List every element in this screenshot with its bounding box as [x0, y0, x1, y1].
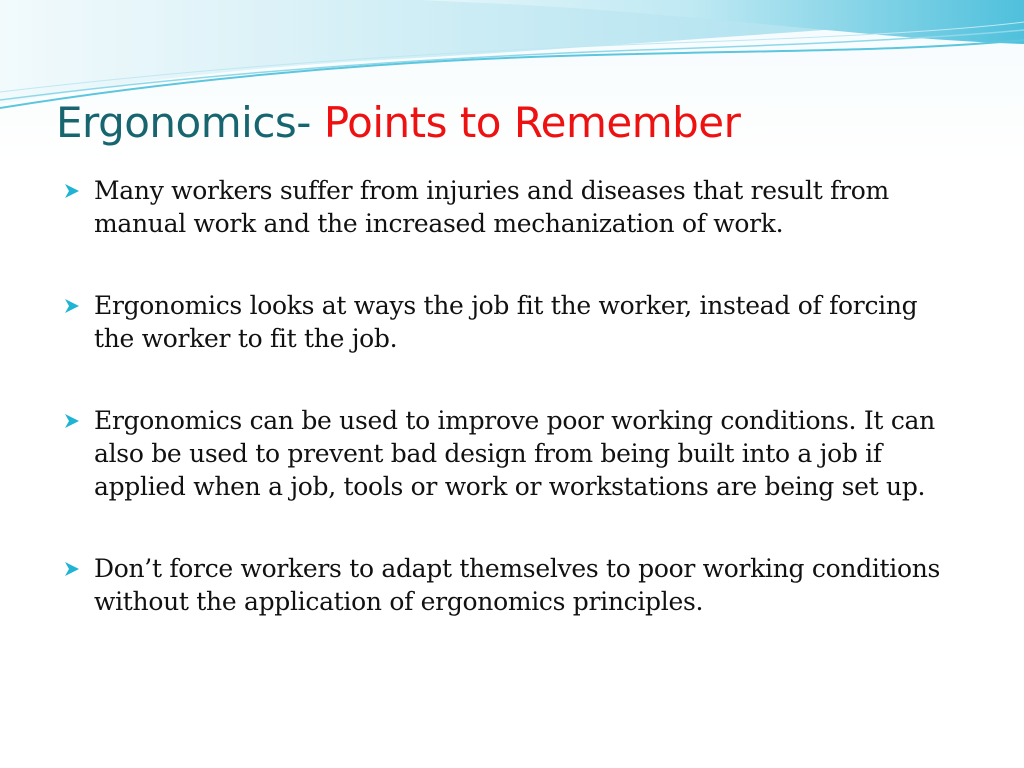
bullet-item: [64, 289, 964, 355]
slide-title-main: Ergonomics-: [56, 98, 311, 147]
arrowhead-bullet-icon: [64, 413, 80, 429]
bullet-text: Ergonomics looks at ways the job fit the worker, instead of forcing the worker to fit the job.: [94, 291, 918, 353]
bullet-text: Many workers suffer from injuries and diseases that result from manual work and the increased mechanization of work.: [94, 176, 889, 238]
bullet-item: [64, 174, 964, 240]
arrowhead-bullet-icon: [64, 183, 80, 199]
bullet-text: Ergonomics can be used to improve poor working conditions. It can also be used to prevent bad design from being built into a job if applied when a job, tools or work or workstations are being set up.: [94, 406, 935, 501]
bullet-list: [64, 174, 964, 667]
bullet-text: Don’t force workers to adapt themselves to poor working conditions without the application of ergonomics principles.: [94, 554, 941, 616]
arrowhead-bullet-icon: [64, 561, 80, 577]
arrowhead-bullet-icon: [64, 298, 80, 314]
slide-title-accent: Points to Remember: [323, 98, 741, 147]
slide-title: [56, 98, 740, 148]
bullet-item: [64, 404, 964, 503]
bullet-item: [64, 552, 964, 618]
